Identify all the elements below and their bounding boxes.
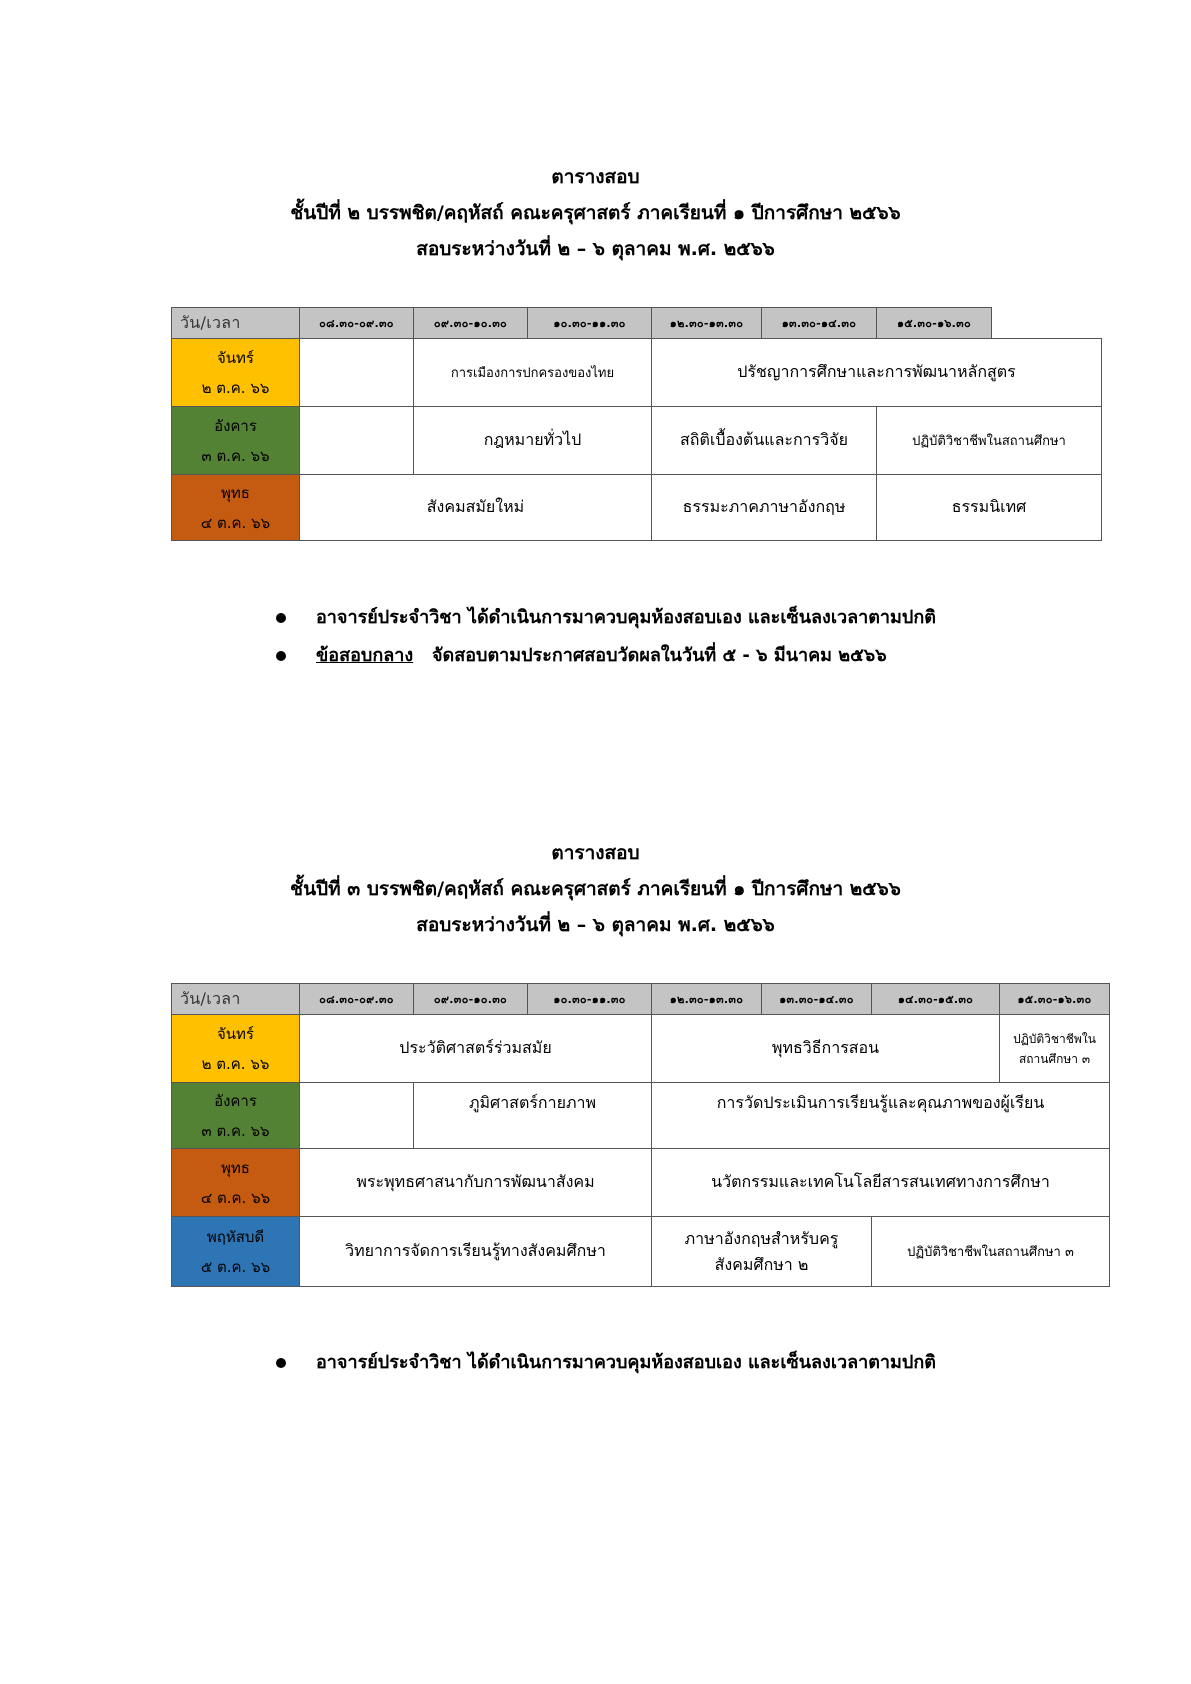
exam-cell <box>1000 1015 1110 1083</box>
table-row <box>172 475 1102 541</box>
time-slot: ๑๕.๓๐-๑๖.๓๐ <box>877 308 992 339</box>
exam-cell-empty <box>300 339 414 407</box>
time-slot: ๑๐.๓๐-๑๑.๓๐ <box>528 984 652 1015</box>
day-cell <box>172 1217 300 1287</box>
section1-notes <box>276 605 936 681</box>
time-slot: ๑๔.๓๐-๑๕.๓๐ <box>872 984 1000 1015</box>
note-text: อาจารย์ประจำวิชา ได้ดำเนินการมาควบคุมห้องสอบเอง และเซ็นลงเวลาตามปกติ <box>316 1352 936 1373</box>
table-row <box>172 1149 1110 1217</box>
day-name: อังคาร <box>214 1091 257 1110</box>
exam-cell: สังคมสมัยใหม่ <box>300 475 652 541</box>
day-name: จันทร์ <box>217 348 254 367</box>
exam-cell: วิทยาการจัดการเรียนรู้ทางสังคมศึกษา <box>300 1217 652 1287</box>
time-slot: ๑๓.๓๐-๑๔.๓๐ <box>762 308 877 339</box>
day-date: ๔ ต.ค. ๖๖ <box>200 513 271 532</box>
table-row <box>172 339 1102 407</box>
day-date: ๒ ต.ค. ๖๖ <box>201 378 270 397</box>
day-date: ๒ ต.ค. ๖๖ <box>201 1054 270 1073</box>
day-date: ๔ ต.ค. ๖๖ <box>200 1188 271 1207</box>
day-date: ๕ ต.ค. ๖๖ <box>200 1257 271 1276</box>
section1-heading <box>0 166 1191 260</box>
bullet-icon <box>276 651 286 661</box>
exam-cell: ประวัติศาสตร์ร่วมสมัย <box>300 1015 652 1083</box>
day-date: ๓ ต.ค. ๖๖ <box>201 446 270 465</box>
exam-cell-empty <box>300 407 414 475</box>
time-slot: ๐๘.๓๐-๐๙.๓๐ <box>300 984 414 1015</box>
section2-heading <box>0 842 1191 936</box>
exam-cell: กฎหมายทั่วไป <box>414 407 652 475</box>
section2-notes <box>276 1350 936 1388</box>
day-cell <box>172 1149 300 1217</box>
corner-label: วัน/เวลา <box>172 984 300 1015</box>
exam-cell-line: ปฏิบัติวิชาชีพใน <box>1013 1031 1096 1046</box>
section1-title: ตารางสอบ <box>551 166 640 188</box>
time-slot: ๐๙.๓๐-๑๐.๓๐ <box>414 308 528 339</box>
note-label: ข้อสอบกลาง <box>316 645 414 666</box>
day-name: อังคาร <box>214 416 257 435</box>
exam-cell-line: สังคมศึกษา ๒ <box>714 1254 809 1274</box>
section2-schedule-table <box>171 983 1110 1287</box>
table-row <box>172 1015 1110 1083</box>
time-slot: ๑๓.๓๐-๑๔.๓๐ <box>762 984 872 1015</box>
exam-cell-line: สถานศึกษา ๓ <box>1018 1051 1091 1066</box>
exam-cell: พุทธวิธีการสอน <box>652 1015 1000 1083</box>
time-slot: ๑๐.๓๐-๑๑.๓๐ <box>528 308 652 339</box>
section2-date-range: สอบระหว่างวันที่ ๒ – ๖ ตุลาคม พ.ศ. ๒๕๖๖ <box>416 914 775 936</box>
time-slot: ๑๒.๓๐-๑๓.๓๐ <box>652 984 762 1015</box>
note-item <box>276 605 936 631</box>
section1-schedule-table <box>171 307 1102 541</box>
exam-cell: ปฏิบัติวิชาชีพในสถานศึกษา <box>877 407 1102 475</box>
day-cell <box>172 407 300 475</box>
corner-label: วัน/เวลา <box>172 308 300 339</box>
section1-subtitle: ชั้นปีที่ ๒ บรรพชิต/คฤหัสถ์ คณะครุศาสตร์ ภาคเรียนที่ ๑ ปีการศึกษา ๒๕๖๖ <box>290 202 901 224</box>
day-cell <box>172 339 300 407</box>
note-item <box>276 1350 936 1376</box>
exam-cell: พระพุทธศาสนากับการพัฒนาสังคม <box>300 1149 652 1217</box>
bullet-icon <box>276 613 286 623</box>
note-item <box>276 643 936 669</box>
section2-subtitle: ชั้นปีที่ ๓ บรรพชิต/คฤหัสถ์ คณะครุศาสตร์ ภาคเรียนที่ ๑ ปีการศึกษา ๒๕๖๖ <box>290 878 901 900</box>
day-name: พุทธ <box>221 483 250 502</box>
exam-cell: ธรรมนิเทศ <box>877 475 1102 541</box>
note-text: จัดสอบตามประกาศสอบวัดผลในวันที่ ๕ - ๖ มีนาคม ๒๕๖๖ <box>431 645 887 666</box>
day-name: พุทธ <box>221 1158 250 1177</box>
time-slot: ๐๘.๓๐-๐๙.๓๐ <box>300 308 414 339</box>
section1-date-range: สอบระหว่างวันที่ ๒ – ๖ ตุลาคม พ.ศ. ๒๕๖๖ <box>416 238 775 260</box>
exam-cell: ธรรมะภาคภาษาอังกฤษ <box>652 475 877 541</box>
day-cell <box>172 1015 300 1083</box>
bullet-icon <box>276 1358 286 1368</box>
note-text: อาจารย์ประจำวิชา ได้ดำเนินการมาควบคุมห้องสอบเอง และเซ็นลงเวลาตามปกติ <box>316 607 936 628</box>
time-slot: ๑๕.๓๐-๑๖.๓๐ <box>1000 984 1110 1015</box>
day-date: ๓ ต.ค. ๖๖ <box>201 1121 270 1140</box>
table-row <box>172 1217 1110 1287</box>
exam-cell: การวัดประเมินการเรียนรู้และคุณภาพของผู้เรียน <box>652 1083 1110 1149</box>
exam-cell: ปฏิบัติวิชาชีพในสถานศึกษา ๓ <box>872 1217 1110 1287</box>
exam-cell: สถิติเบื้องต้นและการวิจัย <box>652 407 877 475</box>
exam-cell: ภูมิศาสตร์กายภาพ <box>414 1083 652 1149</box>
table-header-row <box>172 308 1102 339</box>
time-slot: ๐๙.๓๐-๑๐.๓๐ <box>414 984 528 1015</box>
day-cell <box>172 475 300 541</box>
day-cell <box>172 1083 300 1149</box>
day-name: จันทร์ <box>217 1024 254 1043</box>
table-row <box>172 1083 1110 1149</box>
exam-cell: นวัตกรรมและเทคโนโลยีสารสนเทศทางการศึกษา <box>652 1149 1110 1217</box>
exam-cell-line: ภาษาอังกฤษสำหรับครู <box>684 1228 839 1248</box>
table-header-row <box>172 984 1110 1015</box>
time-slot: ๑๒.๓๐-๑๓.๓๐ <box>652 308 762 339</box>
exam-cell: ปรัชญาการศึกษาและการพัฒนาหลักสูตร <box>652 339 1102 407</box>
exam-cell <box>652 1217 872 1287</box>
day-name: พฤหัสบดี <box>206 1227 265 1246</box>
exam-cell: การเมืองการปกครองของไทย <box>414 339 652 407</box>
table-row <box>172 407 1102 475</box>
section2-title: ตารางสอบ <box>551 842 640 864</box>
exam-cell-empty <box>300 1083 414 1149</box>
